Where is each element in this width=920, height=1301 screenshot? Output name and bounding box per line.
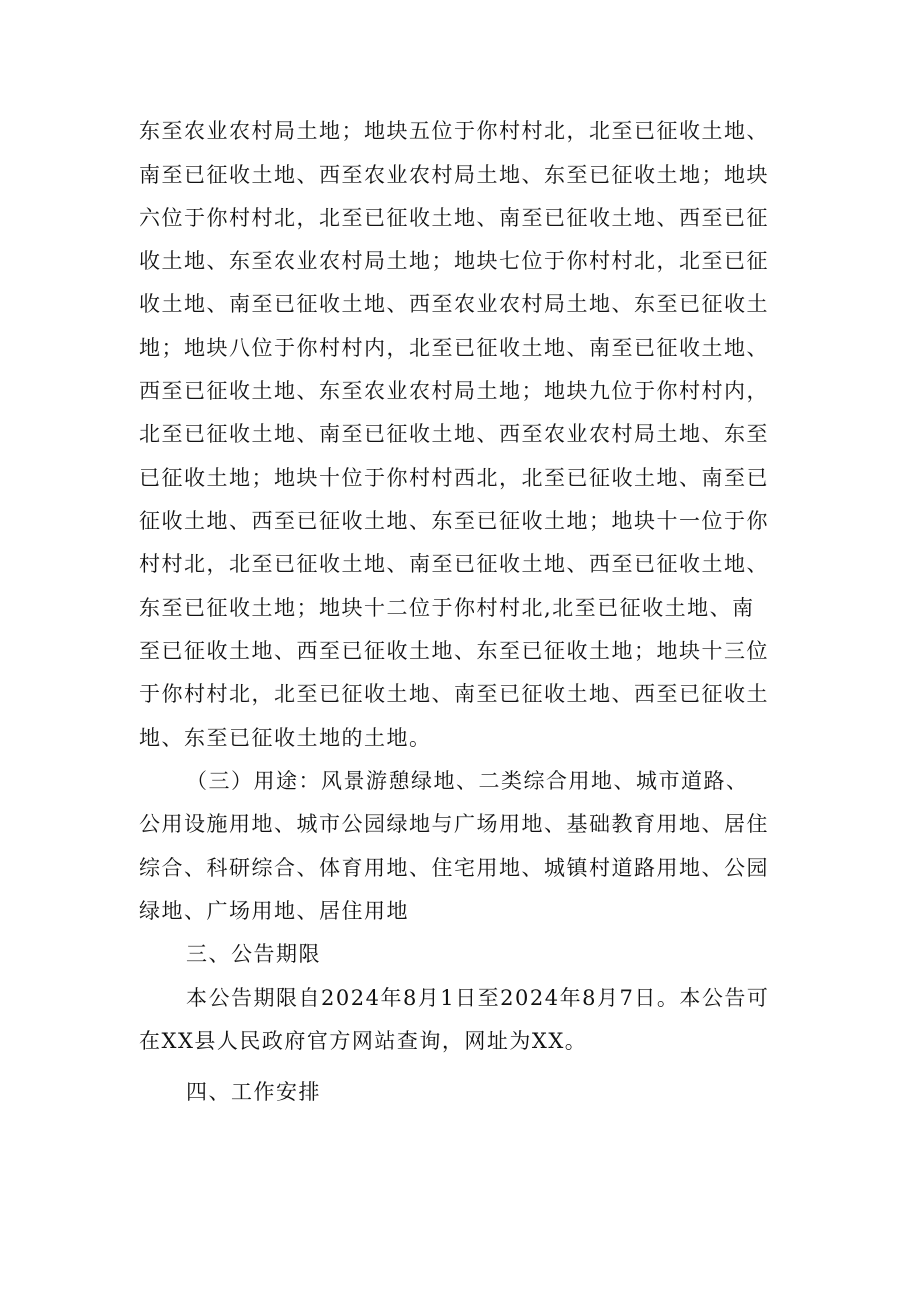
body-text-line: 东至农业农村局土地；地块五位于你村村北，北至已征收土地、 (139, 119, 769, 143)
body-text-line: 村村北，北至已征收土地、南至已征收土地、西至已征收土地、 (139, 552, 769, 576)
body-text-line: 至已征收土地、西至已征收土地、东至已征收土地；地块十三位 (139, 639, 769, 663)
body-text-line: 地、东至已征收土地的土地。 (139, 726, 432, 750)
body-text-line: 六位于你村村北，北至已征收土地、南至已征收土地、西至已征 (139, 206, 769, 230)
body-text-line: 东至已征收土地；地块十二位于你村村北,北至已征收土地、南 (139, 596, 755, 620)
body-text-line: 综合、科研综合、体育用地、住宅用地、城镇村道路用地、公园 (139, 856, 769, 880)
body-text-line: 征收土地、西至已征收土地、东至已征收土地；地块十一位于你 (139, 509, 769, 533)
body-text-line: 南至已征收土地、西至农业农村局土地、东至已征收土地；地块 (139, 163, 769, 187)
body-text-line: 在XX县人民政府官方网站查询，网址为XX。 (139, 1029, 588, 1053)
body-text-line: 西至已征收土地、东至农业农村局土地；地块九位于你村村内， (139, 379, 769, 403)
section-usage-line: （三）用途：风景游憩绿地、二类综合用地、城市道路、 (186, 769, 749, 793)
body-text-line: 北至已征收土地、南至已征收土地、西至农业农村局土地、东至 (139, 422, 769, 446)
body-text-line: 收土地、南至已征收土地、西至农业农村局土地、东至已征收土 (139, 292, 769, 316)
body-text-line: 公用设施用地、城市公园绿地与广场用地、基础教育用地、居住 (139, 812, 769, 836)
section-heading-notice-period: 三、公告期限 (186, 942, 321, 966)
body-text-line: 于你村村北，北至已征收土地、南至已征收土地、西至已征收土 (139, 682, 769, 706)
section-heading-work-arrangement: 四、工作安排 (186, 1080, 321, 1104)
body-text-line: 地；地块八位于你村村内，北至已征收土地、南至已征收土地、 (139, 336, 769, 360)
body-text-line: 本公告期限自2024年8月1日至2024年8月7日。本公告可 (186, 986, 770, 1010)
body-text-line: 绿地、广场用地、居住用地 (139, 899, 409, 923)
body-text-line: 已征收土地；地块十位于你村村西北，北至已征收土地、南至已 (139, 466, 769, 490)
body-text-line: 收土地、东至农业农村局土地；地块七位于你村村北，北至已征 (139, 249, 769, 273)
